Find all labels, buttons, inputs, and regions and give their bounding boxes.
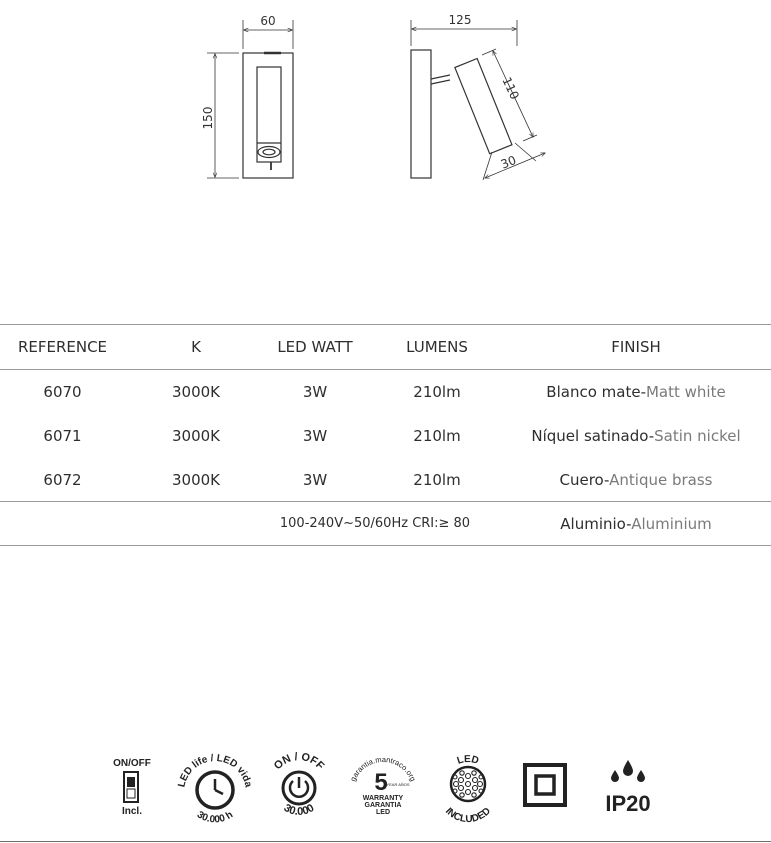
cell-reference: 6071 bbox=[43, 427, 82, 445]
dimension-depth: 125 bbox=[448, 13, 472, 27]
dimension-height: 150 bbox=[201, 106, 215, 130]
warranty-line1: WARRANTY bbox=[362, 795, 404, 802]
ip20-rating-icon bbox=[598, 748, 662, 820]
switch-top-text: ON/OFF bbox=[113, 758, 151, 769]
header-k: K bbox=[191, 338, 201, 356]
finish-separator: - bbox=[604, 471, 610, 489]
switch-bottom-text: Incl. bbox=[121, 806, 143, 817]
led-life-clock-icon bbox=[172, 748, 258, 828]
cell-lumens: 210lm bbox=[413, 427, 461, 445]
header-reference: REFERENCE bbox=[17, 338, 108, 356]
table-row bbox=[0, 370, 771, 414]
cell-finish bbox=[500, 414, 771, 458]
on-off-cycles-icon bbox=[266, 748, 332, 828]
finish-separator: - bbox=[640, 383, 646, 401]
cell-k: 3000K bbox=[171, 471, 220, 489]
clock-arc-top: LED life / LED vida bbox=[176, 752, 254, 789]
cell-k: 3000K bbox=[171, 427, 220, 445]
ip-label: IP20 bbox=[605, 791, 651, 816]
side-view bbox=[411, 20, 545, 180]
table-row bbox=[0, 414, 771, 458]
cell-watt: 3W bbox=[302, 427, 328, 445]
dimension-arm: 110 bbox=[499, 74, 522, 102]
technical-drawing bbox=[0, 0, 771, 200]
finish-separator: - bbox=[648, 427, 655, 445]
cell-reference: 6072 bbox=[43, 471, 82, 489]
cycles-arc-bottom: 30.000 bbox=[281, 801, 317, 818]
finish-en: Antique brass bbox=[609, 471, 713, 489]
cell-watt: 3W bbox=[302, 383, 328, 401]
class-ii-double-insulation-icon bbox=[520, 748, 572, 808]
table-bottom-rule bbox=[0, 545, 771, 546]
finish-en: Matt white bbox=[645, 383, 726, 401]
cell-watt: 3W bbox=[302, 471, 328, 489]
cell-lumens: 210lm bbox=[413, 383, 461, 401]
certification-icons bbox=[0, 748, 771, 828]
finish-es: Cuero bbox=[559, 471, 605, 489]
table-footer-row bbox=[0, 502, 771, 546]
on-off-switch-icon bbox=[108, 748, 156, 824]
dimension-head: 30 bbox=[498, 152, 519, 172]
finish-es: Níquel satinado bbox=[531, 427, 649, 445]
header-led-watt: LED WATT bbox=[277, 338, 353, 356]
table-row bbox=[0, 458, 771, 502]
warranty-line3: LED bbox=[376, 809, 390, 816]
table-header-row bbox=[0, 325, 771, 369]
warranty-line2: GARANTIA bbox=[364, 802, 402, 809]
material-en: Aluminium bbox=[631, 515, 712, 533]
cell-finish bbox=[500, 370, 771, 414]
clock-arc-bottom: 30.000 h bbox=[194, 809, 236, 826]
material-separator: - bbox=[626, 515, 632, 533]
cell-k: 3000K bbox=[171, 383, 220, 401]
header-finish: FINISH bbox=[611, 338, 661, 356]
cell-lumens: 210lm bbox=[413, 471, 461, 489]
header-lumens: LUMENS bbox=[406, 338, 468, 356]
cycles-arc-top: ON / OFF bbox=[271, 750, 327, 773]
finish-es: Blanco mate bbox=[546, 383, 641, 401]
led-arc-top: LED bbox=[455, 753, 481, 767]
material-es: Aluminio bbox=[560, 515, 627, 533]
warranty-years: YEAR AÑOS bbox=[386, 782, 410, 787]
warranty-5-years-icon bbox=[345, 748, 421, 824]
page-bottom-rule bbox=[0, 841, 771, 842]
finish-en: Satin nickel bbox=[654, 427, 741, 445]
cell-finish bbox=[500, 458, 771, 502]
cell-reference: 6070 bbox=[43, 383, 82, 401]
led-arc-bottom: INCLUDED bbox=[442, 805, 493, 826]
front-view bbox=[207, 20, 293, 178]
led-included-icon bbox=[432, 748, 504, 828]
dimension-width: 60 bbox=[260, 14, 276, 28]
warranty-arc-top: garantia.mantraco.org bbox=[348, 754, 418, 783]
cell-material bbox=[500, 502, 771, 546]
electrical-spec: 100-240V~50/60Hz CRI:≥ 80 bbox=[279, 516, 471, 531]
warranty-number: 5 bbox=[374, 769, 388, 796]
